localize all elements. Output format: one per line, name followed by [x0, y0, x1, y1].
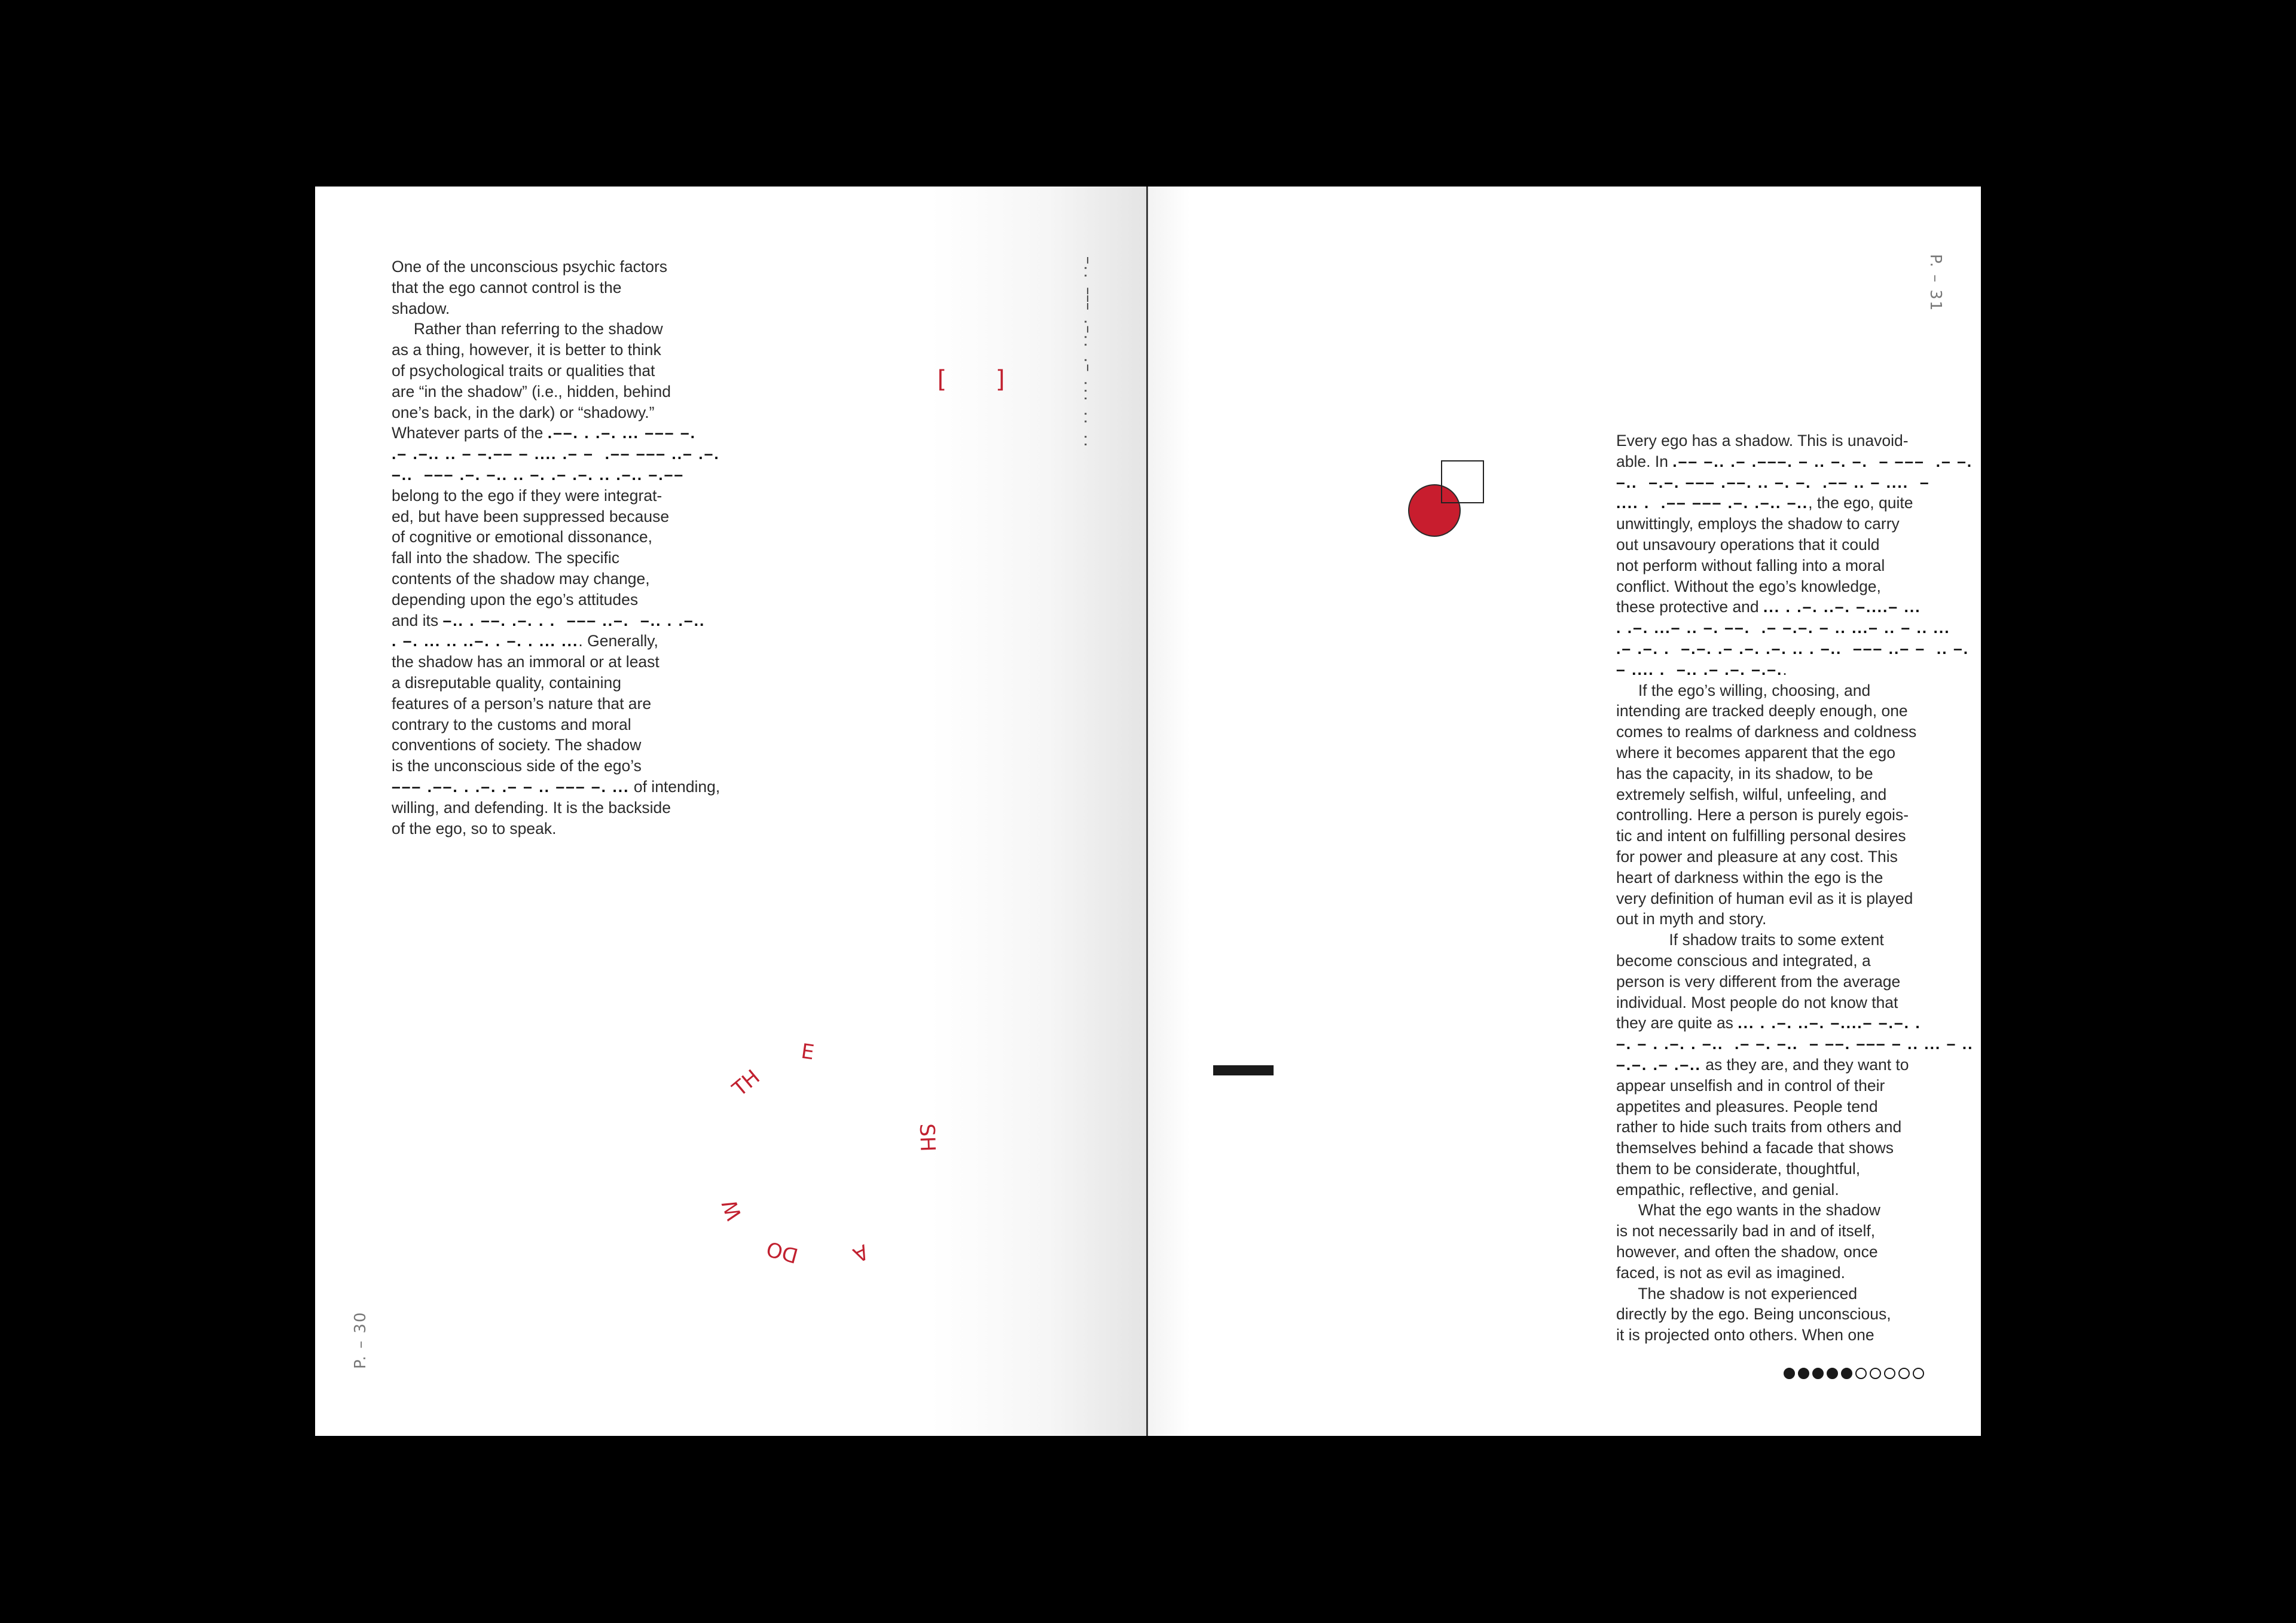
body-text: faced, is not as evil as imagined. [1616, 1263, 1845, 1282]
body-text: If shadow traits to some extent [1616, 931, 1884, 949]
morse-code-text: .... . .–– ––– .–. .–.. –.. [1616, 494, 1809, 512]
text-line [1616, 1242, 1974, 1263]
body-text: features of a person’s nature that are [392, 694, 652, 713]
progress-dot-filled [1827, 1368, 1838, 1379]
text-line [392, 797, 720, 818]
text-line [1616, 680, 1974, 701]
text-line [1616, 1304, 1974, 1325]
text-line [1616, 1138, 1974, 1159]
text-line [1616, 867, 1974, 888]
body-text: is the unconscious side of the ego’s [392, 757, 642, 775]
body-text: themselves behind a facade that shows [1616, 1139, 1894, 1157]
book-spine [1146, 187, 1148, 1436]
body-text: and its [392, 611, 443, 629]
text-line [392, 464, 720, 485]
scatter-letter-a: A [849, 1239, 872, 1267]
black-bar-graphic [1213, 1065, 1274, 1075]
body-text: has the capacity, in its shadow, to be [1616, 764, 1873, 783]
morse-code-text: . .–. ...– .. –. ––. .– –.–. – .. ...– .. – .. ... [1616, 619, 1950, 637]
text-line [392, 381, 720, 402]
scatter-letter-th: TH [728, 1065, 765, 1102]
body-text: controlling. Here a person is purely egois- [1616, 806, 1909, 824]
body-text: for power and pleasure at any cost. This [1616, 847, 1898, 866]
scatter-letter-e: E [799, 1039, 816, 1065]
text-line [1616, 971, 1974, 992]
body-text: belong to the ego if they were integrat- [392, 486, 662, 505]
body-text: where it becomes apparent that the ego [1616, 743, 1895, 762]
text-line [392, 777, 720, 797]
scatter-letter-w: W [718, 1196, 747, 1224]
scatter-letter-sh: SH [914, 1123, 940, 1153]
body-text: comes to realms of darkness and coldness [1616, 723, 1917, 741]
body-text: conventions of society. The shadow [392, 736, 642, 754]
body-text: tic and intent on fulfilling personal desires [1616, 827, 1906, 845]
body-text: intending are tracked deeply enough, one [1616, 702, 1908, 720]
text-line [392, 319, 720, 340]
body-text: appetites and pleasures. People tend [1616, 1097, 1878, 1115]
body-text: directly by the ego. Being unconscious, [1616, 1305, 1891, 1324]
body-text: appear unselfish and in control of their [1616, 1076, 1885, 1095]
text-line [1616, 763, 1974, 784]
body-text: contrary to the customs and moral [392, 715, 631, 733]
body-text: it is projected onto others. When one [1616, 1326, 1874, 1344]
text-line [1616, 1096, 1974, 1117]
progress-dot-empty [1913, 1368, 1924, 1379]
progress-dot-filled [1798, 1368, 1809, 1379]
body-text: contents of the shadow may change, [392, 569, 650, 588]
text-line [1616, 930, 1974, 950]
text-line [1616, 1221, 1974, 1242]
text-line [392, 652, 720, 673]
morse-code-text: . –. ... .. ..–. . –. . ... ... [392, 632, 579, 650]
body-text: are “in the shadow” (i.e., hidden, behind [392, 382, 671, 401]
body-text: . [1782, 660, 1787, 678]
text-line [1616, 493, 1974, 514]
text-line [392, 631, 720, 652]
scatter-letter-do: DO [764, 1236, 801, 1268]
body-text: they are quite as [1616, 1014, 1738, 1032]
text-line [392, 610, 720, 631]
progress-dot-empty [1884, 1368, 1895, 1379]
morse-code-text: –.. ––– .–. –.. .. –. .– .–. .. .–.. –.–– [392, 465, 685, 484]
body-text: as they are, and they want to [1700, 1055, 1909, 1074]
text-line [1616, 576, 1974, 597]
morse-code-text: .––. . .–. ... ––– –. [547, 424, 696, 442]
body-text: one’s back, in the dark) or “shadowy.” [392, 403, 655, 421]
left-body-text [392, 256, 720, 839]
text-line [1616, 826, 1974, 846]
text-line [392, 527, 720, 548]
text-line [392, 444, 720, 464]
body-text: . Generally, [578, 632, 658, 650]
body-text: out unsavoury operations that it could [1616, 535, 1880, 554]
body-text: individual. Most people do not know that [1616, 993, 1898, 1011]
body-text: rather to hide such traits from others and [1616, 1118, 1902, 1136]
body-text: of psychological traits or qualities that [392, 361, 655, 380]
page-number-right: P. – 31 [1926, 254, 1944, 312]
body-text: willing, and defending. It is the backside [392, 798, 671, 817]
text-line [1616, 1117, 1974, 1138]
text-line [1616, 1263, 1974, 1283]
body-text: these protective and [1616, 598, 1764, 616]
body-text: as a thing, however, it is better to think [392, 341, 661, 359]
body-text: out in myth and story. [1616, 910, 1767, 928]
text-line [1616, 701, 1974, 722]
text-line [1616, 846, 1974, 867]
body-text: fall into the shadow. The specific [392, 549, 620, 567]
progress-dot-filled [1812, 1368, 1824, 1379]
text-line [392, 589, 720, 610]
text-line [392, 256, 720, 277]
body-text: ed, but have been suppressed because [392, 507, 670, 525]
morse-code-text: .–– –.. .– .–––. – .. –. –. – ––– .– –. [1672, 452, 1973, 470]
body-text: is not necessarily bad in and of itself, [1616, 1222, 1876, 1240]
body-text: What the ego wants in the shadow [1616, 1201, 1880, 1219]
body-text: If the ego’s willing, choosing, and [1616, 681, 1871, 699]
text-line [1616, 1055, 1974, 1075]
body-text: of the ego, so to speak. [392, 819, 557, 838]
text-line [392, 485, 720, 506]
body-text: conflict. Without the ego’s knowledge, [1616, 577, 1881, 595]
text-line [392, 568, 720, 589]
progress-dot-empty [1855, 1368, 1867, 1379]
text-line [392, 673, 720, 693]
text-line [1616, 514, 1974, 534]
body-text: One of the unconscious psychic factors [392, 258, 668, 276]
morse-code-text: –.. . ––. .–. . . ––– ..–. –.. . .–.. [442, 611, 706, 629]
body-text: unwittingly, employs the shadow to carry [1616, 515, 1900, 533]
text-line [1616, 722, 1974, 742]
morse-code-text: ... . .–. ..–. –....– ... [1763, 598, 1921, 616]
vertical-morse-text: –.. ––– .–.. .– ... .. .. [1082, 257, 1094, 449]
text-line [392, 756, 720, 777]
body-text: them to be considerate, thoughtful, [1616, 1159, 1861, 1178]
progress-dots [1784, 1368, 1927, 1382]
body-text: the shadow has an immoral or at least [392, 653, 660, 671]
body-text: become conscious and integrated, a [1616, 951, 1871, 970]
text-line [1616, 555, 1974, 576]
red-brackets: [ ] [934, 366, 1024, 393]
body-text: person is very different from the average [1616, 972, 1901, 991]
text-line [1616, 1075, 1974, 1096]
body-text: The shadow is not experienced [1616, 1284, 1858, 1303]
text-line [1616, 1034, 1974, 1055]
text-line [392, 340, 720, 360]
text-line [1616, 1283, 1974, 1304]
body-text: of intending, [629, 777, 720, 796]
text-line [392, 360, 720, 381]
morse-code-text: –.. –.–. ––– .––. .. –. –. .–– .. – .... – [1616, 473, 1930, 491]
morse-code-text: – .... . –.. .– .–. –.–. [1616, 660, 1783, 678]
morse-code-text: ––– .––. . .–. .– – .. ––– –. ... [392, 777, 630, 796]
morse-code-text: .– .–. . –.–. .– .–. .–. .. . –.. ––– ..– – .. –. [1616, 639, 1970, 658]
page-number-left: P. – 30 [352, 1311, 370, 1369]
text-line [1616, 992, 1974, 1013]
text-line [1616, 534, 1974, 555]
body-text: depending upon the ego’s attitudes [392, 590, 639, 609]
body-text: very definition of human evil as it is played [1616, 889, 1913, 907]
text-line [1616, 1179, 1974, 1200]
body-text: able. In [1616, 452, 1673, 470]
text-line [392, 818, 720, 839]
body-text: that the ego cannot control is the [392, 278, 622, 297]
text-line [1616, 430, 1974, 451]
text-line [1616, 888, 1974, 909]
body-text: empathic, reflective, and genial. [1616, 1180, 1839, 1199]
text-line [392, 402, 720, 423]
body-text: a disreputable quality, containing [392, 673, 622, 692]
text-line [1616, 784, 1974, 805]
progress-dot-empty [1870, 1368, 1881, 1379]
text-line [392, 693, 720, 714]
text-line [1616, 1325, 1974, 1346]
text-line [392, 423, 720, 444]
text-line [1616, 597, 1974, 618]
text-line [1616, 659, 1974, 680]
morse-code-text: –. – . .–. . –.. .– –. –.. – ––. ––– – .. ... – .. [1616, 1035, 1974, 1053]
body-text: heart of darkness within the ego is the [1616, 868, 1883, 887]
text-line [1616, 638, 1974, 659]
text-line [1616, 805, 1974, 826]
text-line [392, 714, 720, 735]
text-line [392, 735, 720, 756]
text-line [1616, 618, 1974, 638]
body-text: , the ego, quite [1808, 494, 1913, 512]
outline-square-graphic [1441, 460, 1484, 503]
progress-dot-filled [1841, 1368, 1852, 1379]
morse-code-text: –.–. .– .–.. [1616, 1055, 1701, 1074]
body-text: Whatever parts of the [392, 424, 548, 442]
body-text: Every ego has a shadow. This is unavoid- [1616, 432, 1909, 450]
text-line [1616, 451, 1974, 472]
body-text: Rather than referring to the shadow [392, 320, 663, 338]
body-text: however, and often the shadow, once [1616, 1243, 1878, 1261]
right-body-text [1616, 430, 1974, 1346]
text-line [1616, 742, 1974, 763]
text-line [392, 506, 720, 527]
body-text: not perform without falling into a moral [1616, 556, 1885, 574]
body-text: of cognitive or emotional dissonance, [392, 528, 653, 546]
morse-code-text: ... . .–. ..–. –....– –.–. . [1738, 1014, 1921, 1032]
text-line [1616, 1200, 1974, 1221]
text-line [1616, 909, 1974, 930]
text-line [392, 298, 720, 319]
morse-code-text: .– .–.. .. – –.–– – .... .– – .–– ––– ..– .–. [392, 445, 720, 463]
text-line [1616, 1013, 1974, 1034]
body-text: extremely selfish, wilful, unfeeling, and [1616, 785, 1887, 803]
text-line [1616, 472, 1974, 493]
progress-dot-empty [1898, 1368, 1910, 1379]
text-line [392, 277, 720, 298]
body-text: shadow. [392, 299, 450, 317]
progress-dot-filled [1784, 1368, 1795, 1379]
text-line [392, 548, 720, 568]
text-line [1616, 950, 1974, 971]
text-line [1616, 1159, 1974, 1179]
